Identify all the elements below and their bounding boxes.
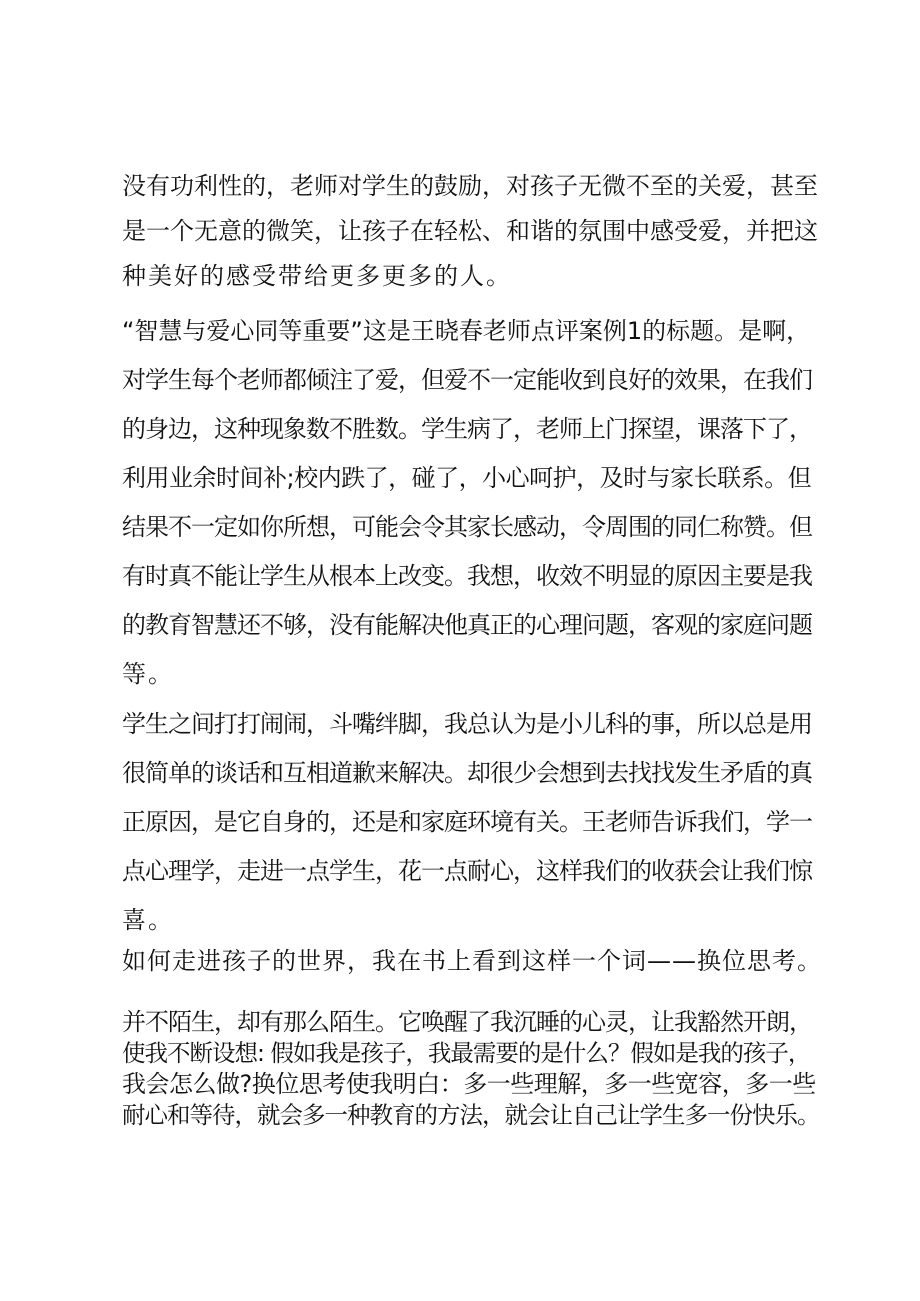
text-line: 正原因，是它自身的，还是和家庭环境有关。王老师告诉我们，学一 bbox=[122, 808, 812, 836]
text-line: 种美好的感受带给更多更多的人。 bbox=[122, 262, 512, 290]
text-line: 学生之间打打闹闹，斗嘴绊脚，我总认为是小儿科的事，所以总是用 bbox=[122, 710, 812, 738]
text-line: 喜。 bbox=[122, 906, 174, 934]
text-line: 利用业余时间补;校内跌了，碰了，小心呵护，及时与家长联系。但 bbox=[122, 464, 812, 492]
text-line: 如何走进孩子的世界，我在书上看到这样一个词——换位思考。 bbox=[122, 947, 822, 975]
text-line: 等。 bbox=[122, 660, 174, 688]
text-line: “智慧与爱心同等重要”这是王晓春老师点评案例1的标题。是啊， bbox=[122, 317, 811, 345]
text-line: 耐心和等待，就会多一种教育的方法，就会让自己让学生多一份快乐。 bbox=[122, 1101, 820, 1129]
text-line: 的教育智慧还不够，没有能解决他真正的心理问题，客观的家庭问题 bbox=[122, 611, 812, 639]
text-line: 很简单的谈话和互相道歉来解决。却很少会想到去找找发生矛盾的真 bbox=[122, 759, 812, 787]
text-line: 结果不一定如你所想，可能会令其家长感动，令周围的同仁称赞。但 bbox=[122, 513, 812, 541]
text-line: 有时真不能让学生从根本上改变。我想，收效不明显的原因主要是我 bbox=[122, 562, 812, 590]
text-line: 对学生每个老师都倾注了爱，但爱不一定能收到良好的效果，在我们 bbox=[122, 366, 812, 394]
text-line: 的身边，这种现象数不胜数。学生病了，老师上门探望，课落下了， bbox=[122, 415, 812, 443]
text-line: 使我不断设想: 假如我是孩子，我最需要的是什么？假如是我的孩子， bbox=[122, 1039, 811, 1067]
text-line: 没有功利性的，老师对学生的鼓励，对孩子无微不至的关爱，甚至 bbox=[122, 172, 818, 200]
text-line: 是一个无意的微笑，让孩子在轻松、和谐的氛围中感受爱，并把这 bbox=[122, 217, 818, 245]
text-line: 并不陌生，却有那么陌生。它唤醒了我沉睡的心灵，让我豁然开朗， bbox=[122, 1008, 812, 1036]
text-line: 我会怎么做?换位思考使我明白：多一些理解，多一些宽容，多一些 bbox=[122, 1070, 816, 1098]
text-line: 点心理学，走进一点学生，花一点耐心，这样我们的收获会让我们惊 bbox=[122, 857, 812, 885]
